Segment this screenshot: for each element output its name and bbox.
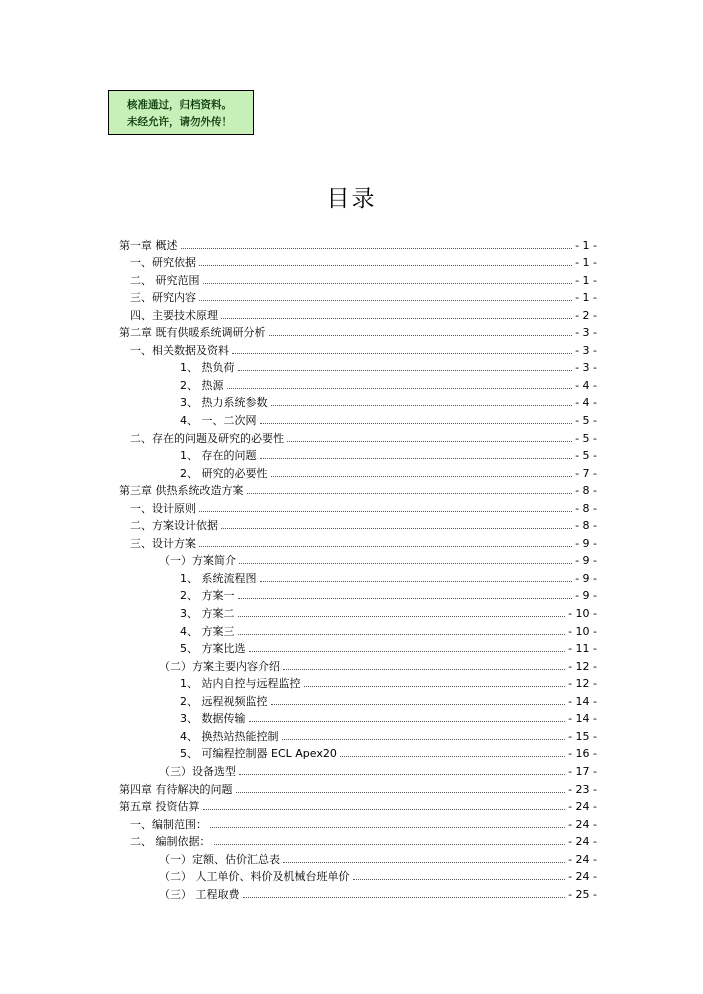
toc-entry[interactable] <box>119 532 597 550</box>
toc-dot-leader <box>199 299 572 301</box>
toc-dot-leader <box>238 369 573 371</box>
toc-dot-leader <box>260 457 573 459</box>
toc-entry[interactable] <box>119 883 597 901</box>
toc-entry-page: - 9 - <box>575 571 597 585</box>
toc-entry-page: - 1 - <box>575 291 597 305</box>
toc-entry-page: - 15 - <box>568 729 597 743</box>
toc-entry-label: （三） 工程取费 <box>159 887 240 901</box>
toc-entry[interactable] <box>119 374 597 392</box>
toc-entry-page: - 24 - <box>568 835 597 849</box>
toc-entry-label: 一、编制范围： <box>130 817 207 831</box>
toc-entry-page: - 14 - <box>568 712 597 726</box>
toc-entry-label: 2、 远程视频监控 <box>180 694 268 708</box>
toc-entry-label: 2、 热源 <box>180 378 224 392</box>
toc-entry[interactable] <box>119 778 597 796</box>
toc-entry[interactable] <box>119 234 597 252</box>
toc-entry-page: - 5 - <box>575 414 597 428</box>
toc-entry-label: （一）定额、估价汇总表 <box>159 852 280 866</box>
toc-dot-leader <box>269 334 573 336</box>
toc-entry-label: 2、 方案一 <box>180 589 235 603</box>
toc-entry-page: - 9 - <box>575 536 597 550</box>
toc-entry-label: 第四章 有待解决的问题 <box>119 782 233 796</box>
toc-dot-leader <box>203 282 573 284</box>
toc-entry[interactable] <box>119 550 597 568</box>
toc-entry-page: - 8 - <box>575 501 597 515</box>
toc-entry-label: 1、 存在的问题 <box>180 449 257 463</box>
toc-entry-page: - 1 - <box>575 256 597 270</box>
toc-entry-page: - 9 - <box>575 589 597 603</box>
toc-dot-leader <box>304 685 566 687</box>
toc-dot-leader <box>238 633 566 635</box>
toc-entry-label: 5、 可编程控制器 ECL Apex20 <box>180 747 337 761</box>
toc-dot-leader <box>282 738 566 740</box>
toc-dot-leader <box>271 475 573 477</box>
toc-dot-leader <box>214 843 566 845</box>
toc-dot-leader <box>353 878 566 880</box>
toc-entry-page: - 24 - <box>568 800 597 814</box>
toc-entry-label: 第五章 投资估算 <box>119 800 200 814</box>
table-of-contents <box>119 234 597 901</box>
toc-dot-leader <box>249 720 566 722</box>
toc-entry-page: - 24 - <box>568 817 597 831</box>
toc-entry-page: - 16 - <box>568 747 597 761</box>
toc-dot-leader <box>199 510 572 512</box>
toc-dot-leader <box>238 615 566 617</box>
toc-entry[interactable] <box>119 497 597 515</box>
toc-entry-page: - 4 - <box>575 378 597 392</box>
toc-entry-page: - 9 - <box>575 554 597 568</box>
toc-entry-page: - 12 - <box>568 677 597 691</box>
toc-entry-label: （二） 人工单价、料价及机械台班单价 <box>159 870 350 884</box>
approval-stamp <box>108 90 254 135</box>
toc-dot-leader <box>247 492 573 494</box>
toc-entry-page: - 14 - <box>568 694 597 708</box>
toc-entry-label: 二、 编制依据： <box>130 835 211 849</box>
toc-dot-leader <box>232 352 572 354</box>
page-title: 目录 <box>326 186 377 212</box>
toc-dot-leader <box>227 387 573 389</box>
toc-entry-page: - 3 - <box>575 343 597 357</box>
toc-dot-leader <box>271 703 566 705</box>
toc-dot-leader <box>271 404 573 406</box>
toc-entry-label: 5、 方案比选 <box>180 642 246 656</box>
toc-entry-label: 三、研究内容 <box>130 291 196 305</box>
toc-entry[interactable] <box>119 796 597 814</box>
toc-dot-leader <box>221 317 572 319</box>
toc-entry[interactable] <box>119 690 597 708</box>
toc-entry-label: 二、 研究范围 <box>130 273 200 287</box>
toc-entry-label: 3、 热力系统参数 <box>180 396 268 410</box>
toc-entry-page: - 1 - <box>575 238 597 252</box>
toc-entry-label: 四、主要技术原理 <box>130 308 218 322</box>
toc-entry-page: - 3 - <box>575 361 597 375</box>
toc-entry[interactable] <box>119 357 597 375</box>
toc-dot-leader <box>238 597 573 599</box>
toc-entry-label: 第二章 既有供暖系统调研分析 <box>119 326 266 340</box>
toc-dot-leader <box>221 527 572 529</box>
toc-entry-label: 二、存在的问题及研究的必要性 <box>130 431 284 445</box>
toc-entry[interactable] <box>119 252 597 270</box>
toc-entry[interactable] <box>119 287 597 305</box>
toc-dot-leader <box>283 861 565 863</box>
toc-dot-leader <box>239 773 565 775</box>
toc-entry-label: 一、研究依据 <box>130 256 196 270</box>
toc-entry-page: - 8 - <box>575 519 597 533</box>
toc-entry-label: 一、相关数据及资料 <box>130 343 229 357</box>
toc-dot-leader <box>203 808 566 810</box>
toc-entry[interactable] <box>119 339 597 357</box>
toc-entry-label: 1、 系统流程图 <box>180 571 257 585</box>
toc-entry-label: 2、 研究的必要性 <box>180 466 268 480</box>
toc-entry-page: - 12 - <box>568 659 597 673</box>
toc-entry[interactable] <box>119 708 597 726</box>
toc-entry[interactable] <box>119 866 597 884</box>
toc-entry[interactable] <box>119 673 597 691</box>
toc-dot-leader <box>199 545 572 547</box>
toc-entry-page: - 7 - <box>575 466 597 480</box>
stamp-line-1: 核准通过，归档资料。 <box>127 99 232 111</box>
toc-entry-page: - 24 - <box>568 870 597 884</box>
toc-entry-label: 三、设计方案 <box>130 536 196 550</box>
toc-entry-label: 3、 数据传输 <box>180 712 246 726</box>
toc-entry[interactable] <box>119 269 597 287</box>
toc-entry-page: - 10 - <box>568 624 597 638</box>
toc-entry-label: （三）设备选型 <box>159 764 236 778</box>
toc-entry-label: 4、 一、二次网 <box>180 414 257 428</box>
toc-entry-label: （一）方案简介 <box>159 554 236 568</box>
toc-entry[interactable] <box>119 480 597 498</box>
toc-entry[interactable] <box>119 515 597 533</box>
toc-entry-label: 第三章 供热系统改造方案 <box>119 484 244 498</box>
toc-entry[interactable] <box>119 427 597 445</box>
toc-entry[interactable] <box>119 813 597 831</box>
toc-entry-page: - 3 - <box>575 326 597 340</box>
toc-entry[interactable] <box>119 409 597 427</box>
toc-entry-page: - 24 - <box>568 852 597 866</box>
toc-entry-label: 4、 换热站热能控制 <box>180 729 279 743</box>
toc-entry-label: 第一章 概述 <box>119 238 178 252</box>
toc-dot-leader <box>181 247 573 249</box>
toc-entry-page: - 2 - <box>575 308 597 322</box>
toc-dot-leader <box>283 668 565 670</box>
toc-entry-page: - 17 - <box>568 764 597 778</box>
toc-entry[interactable] <box>119 620 597 638</box>
toc-entry[interactable] <box>119 655 597 673</box>
toc-entry[interactable] <box>119 848 597 866</box>
toc-entry-page: - 5 - <box>575 449 597 463</box>
toc-entry-label: （二）方案主要内容介绍 <box>159 659 280 673</box>
stamp-line-2: 未经允许，请勿外传！ <box>127 116 232 128</box>
toc-entry-page: - 4 - <box>575 396 597 410</box>
toc-dot-leader <box>243 896 566 898</box>
toc-entry[interactable] <box>119 567 597 585</box>
toc-dot-leader <box>249 650 566 652</box>
toc-entry-page: - 1 - <box>575 273 597 287</box>
toc-entry-label: 4、 方案三 <box>180 624 235 638</box>
toc-entry[interactable] <box>119 638 597 656</box>
toc-entry-label: 1、 热负荷 <box>180 361 235 375</box>
toc-entry-label: 1、 站内自控与远程监控 <box>180 677 301 691</box>
toc-entry[interactable] <box>119 322 597 340</box>
toc-dot-leader <box>260 422 573 424</box>
toc-dot-leader <box>210 826 565 828</box>
toc-dot-leader <box>340 755 565 757</box>
toc-entry[interactable] <box>119 304 597 322</box>
toc-entry-page: - 23 - <box>568 782 597 796</box>
toc-entry-page: - 11 - <box>568 642 597 656</box>
toc-entry[interactable] <box>119 585 597 603</box>
toc-entry[interactable] <box>119 725 597 743</box>
toc-entry-page: - 8 - <box>575 484 597 498</box>
toc-entry-page: - 5 - <box>575 431 597 445</box>
toc-dot-leader <box>236 791 566 793</box>
toc-entry-label: 3、 方案二 <box>180 607 235 621</box>
toc-entry-label: 一、设计原则 <box>130 501 196 515</box>
toc-entry[interactable] <box>119 462 597 480</box>
toc-entry-page: - 10 - <box>568 607 597 621</box>
toc-entry[interactable] <box>119 831 597 849</box>
toc-dot-leader <box>239 562 572 564</box>
toc-entry[interactable] <box>119 602 597 620</box>
toc-dot-leader <box>199 264 572 266</box>
toc-entry[interactable] <box>119 760 597 778</box>
toc-entry[interactable] <box>119 392 597 410</box>
toc-dot-leader <box>260 580 573 582</box>
toc-dot-leader <box>287 440 572 442</box>
toc-entry[interactable] <box>119 445 597 463</box>
toc-entry-page: - 25 - <box>568 887 597 901</box>
toc-entry-label: 二、方案设计依据 <box>130 519 218 533</box>
toc-entry[interactable] <box>119 743 597 761</box>
